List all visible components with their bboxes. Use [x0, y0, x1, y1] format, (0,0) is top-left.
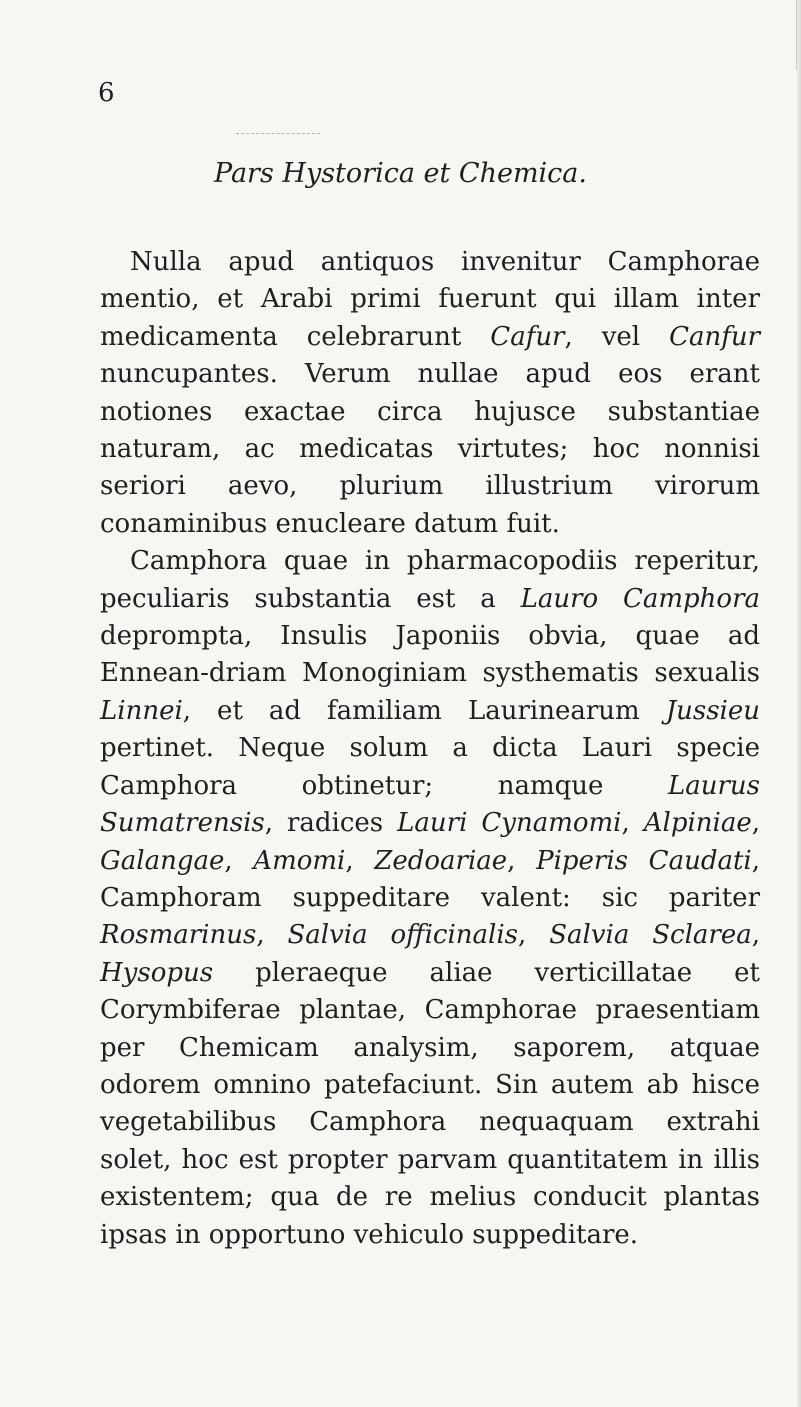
paragraph-text: Nulla apud antiquos invenitur Camphorae mentio, et Arabi primi fuerunt qui illam inter medicamenta celebrarunt — [100, 247, 760, 352]
paragraph-text: pleraeque aliae verticillatae et Corymbiferae plantae, Camphorae praesentiam per Chemicam analysim, saporem, atquae odorem omnino patefaciunt. Sin autem ab hisce vegetabilibus Camphora nequaquam extrahi solet, hoc est propter parvam quantitatem in illis existentem; qua de re melius conducit plantas ipsas in opportuno vehiculo suppeditare. — [100, 957, 760, 1250]
italic-term: Rosmarinus — [100, 920, 257, 951]
italic-term: Alpiniae — [643, 808, 752, 839]
paragraph-1 — [100, 244, 760, 543]
italic-term: Zedoariae — [374, 845, 508, 876]
italic-term: Salvia Sclarea — [549, 920, 752, 951]
paragraph-text: , radices — [264, 808, 398, 839]
italic-term: Lauro Camphora — [520, 583, 760, 614]
paragraph-text: nuncupantes. Verum nullae apud eos erant notiones exactae circa hujusce substantiae naturam, ac medicatas virtutes; hoc nonnisi seriori aevo, plurium illustrium virorum conaminibus enucleare datum fuit. — [100, 359, 760, 539]
section-title: Pars Hystorica et Chemica. — [214, 158, 587, 189]
paragraph-text: , — [518, 920, 550, 951]
paragraph-text: , — [224, 845, 254, 876]
paragraph-text: , — [345, 845, 375, 876]
body-text — [100, 244, 760, 1254]
italic-term: Canfur — [669, 321, 760, 352]
italic-term: Jussieu — [665, 695, 760, 726]
italic-term: Amomi — [253, 845, 346, 876]
page-number: 6 — [98, 78, 115, 108]
paragraph-text: , — [751, 808, 760, 839]
paragraph-text: Camphora quae in pharmacopodiis reperitur, peculiaris substantia est a — [100, 546, 760, 614]
paragraph-text: , et ad familiam Laurinearum — [182, 695, 666, 726]
paragraph-text: , vel — [564, 321, 670, 352]
paragraph-text: , — [751, 920, 760, 951]
italic-term: Laurus Sumatrensis — [100, 770, 760, 839]
italic-term: Hysopus — [100, 957, 214, 988]
page-edge-mark — [796, 0, 797, 70]
italic-term: Galangae — [100, 845, 225, 876]
paragraph-text: , Camphoram suppeditare valent: sic pariter — [100, 845, 760, 913]
paragraph-text: , — [507, 845, 537, 876]
italic-term: Lauri Cynamomi — [397, 808, 622, 839]
paragraph-text: pertinet. Neque solum a dicta Lauri specie Camphora obtinetur; namque — [100, 733, 760, 801]
page-edge-shadow — [797, 0, 801, 1407]
paragraph-text: deprompta, Insulis Japoniis obvia, quae ad Ennean-driam Monoginiam systhematis sexualis — [100, 621, 760, 689]
paragraph-text: , — [621, 808, 644, 839]
ornament-rule — [236, 133, 320, 134]
italic-term: Salvia officinalis — [287, 920, 519, 951]
italic-term: Linnei — [100, 695, 183, 726]
italic-term: Piperis Caudati — [536, 845, 752, 876]
paragraph-text: , — [256, 920, 288, 951]
paragraph-2 — [100, 543, 760, 1254]
italic-term: Cafur — [490, 321, 565, 352]
